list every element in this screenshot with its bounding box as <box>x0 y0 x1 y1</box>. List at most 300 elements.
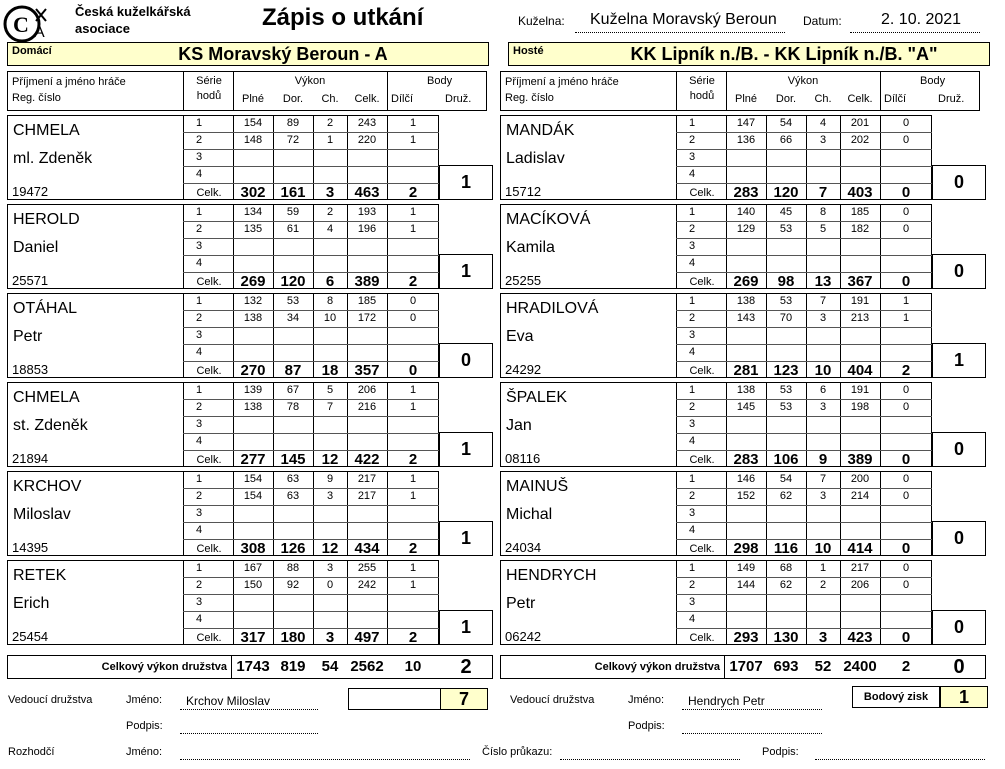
home-total-plne: 270 <box>240 362 266 379</box>
home-total-dil: 2 <box>408 629 418 646</box>
org-name-line2: asociace <box>75 21 130 36</box>
away-row-ch: 2 <box>819 579 827 591</box>
home-serie-number: 3 <box>195 507 203 519</box>
away-col-name2: Reg. číslo <box>505 92 554 104</box>
away-player-firstname: Petr <box>506 595 536 612</box>
away-row-plne: 144 <box>736 579 756 591</box>
home-total-ch: 18 <box>321 362 339 379</box>
home-player-surname: OTÁHAL <box>13 300 78 317</box>
away-row-plne: 146 <box>736 473 756 485</box>
away-row-dil: 0 <box>902 562 910 574</box>
away-team-point-box: 0 <box>932 432 986 467</box>
home-player-reg: 25454 <box>12 629 49 644</box>
home-row-dor: 78 <box>286 401 300 413</box>
home-row-plne: 138 <box>243 401 263 413</box>
home-row-celk: 217 <box>357 490 377 502</box>
home-serie-number: 2 <box>195 490 203 502</box>
away-total-plne: 298 <box>733 540 759 557</box>
away-total-celk: 403 <box>847 184 873 201</box>
home-row-plne: 132 <box>243 295 263 307</box>
home-player-firstname: st. Zdeněk <box>13 417 88 434</box>
home-serie-number: 4 <box>195 346 203 358</box>
away-total-dor: 98 <box>777 273 795 290</box>
home-serie-number: 1 <box>195 117 203 129</box>
home-serie-number: 3 <box>195 151 203 163</box>
home-sign-line <box>180 733 318 734</box>
date-label: Datum: <box>803 14 842 28</box>
home-total-plne: 317 <box>240 629 266 646</box>
away-serie-number: 4 <box>688 346 696 358</box>
home-team-point-box: 0 <box>439 343 493 378</box>
home-row-dor: 53 <box>286 295 300 307</box>
away-points-value: 1 <box>940 686 988 708</box>
home-row-plne: 154 <box>243 490 263 502</box>
home-hdr-sep-serie <box>183 71 184 111</box>
away-totals-sep <box>724 655 725 679</box>
away-hdr-sep-body <box>880 71 881 111</box>
away-row-plne: 152 <box>736 490 756 502</box>
home-row-plne: 135 <box>243 223 263 235</box>
away-hdr-sep-serie <box>676 71 677 111</box>
svg-text:C: C <box>13 12 29 37</box>
away-total-label: Celk. <box>689 365 715 377</box>
home-row-line <box>183 166 439 167</box>
home-col-plne: Plné <box>241 93 265 105</box>
home-row-dil: 1 <box>409 401 417 413</box>
date-underline <box>850 32 980 33</box>
away-sign-label: Podpis: <box>628 720 665 732</box>
home-row-plne: 134 <box>243 206 263 218</box>
home-total-dor: 180 <box>280 629 306 646</box>
home-row-dil: 0 <box>409 312 417 324</box>
home-row-ch: 7 <box>326 401 334 413</box>
home-row-line <box>183 149 439 150</box>
away-row-dor: 45 <box>779 206 793 218</box>
home-serie-number: 4 <box>195 613 203 625</box>
away-total-dil: 0 <box>901 629 911 646</box>
home-serie-number: 2 <box>195 401 203 413</box>
home-total-celk: 497 <box>354 629 380 646</box>
away-row-dil: 0 <box>902 490 910 502</box>
away-team-point-box: 0 <box>932 521 986 556</box>
away-row-line <box>676 132 932 133</box>
home-row-plne: 148 <box>243 134 263 146</box>
away-row-celk: 202 <box>850 134 870 146</box>
home-row-line <box>183 505 439 506</box>
away-row-line <box>676 310 932 311</box>
away-sep-serie <box>676 382 677 467</box>
home-total-ch: 6 <box>325 273 335 290</box>
venue-underline <box>575 32 785 33</box>
away-row-ch: 7 <box>819 473 827 485</box>
away-player-surname: MANDÁK <box>506 122 575 139</box>
away-row-line <box>676 522 932 523</box>
away-serie-number: 2 <box>688 490 696 502</box>
home-row-dor: 72 <box>286 134 300 146</box>
away-row-dil: 0 <box>902 134 910 146</box>
home-col-druz: Druž. <box>445 93 472 105</box>
cka-logo <box>2 3 60 45</box>
away-total-celk: 414 <box>847 540 873 557</box>
home-label: Domácí <box>8 43 78 65</box>
home-sign-label: Podpis: <box>126 720 163 732</box>
away-row-celk: 185 <box>850 206 870 218</box>
home-total-dil: 2 <box>408 273 418 290</box>
referee-sign-line <box>815 759 985 760</box>
home-total-plne: 308 <box>240 540 266 557</box>
away-row-line <box>676 166 932 167</box>
away-team-point-box: 1 <box>932 343 986 378</box>
home-row-plne: 167 <box>243 562 263 574</box>
away-serie-number: 3 <box>688 418 696 430</box>
referee-name-label: Jméno: <box>126 746 163 758</box>
away-serie-number: 3 <box>688 596 696 608</box>
away-serie-number: 4 <box>688 524 696 536</box>
away-leader-label: Vedoucí družstva <box>510 694 595 706</box>
away-player-surname: MAINUŠ <box>506 478 569 495</box>
home-player-surname: CHMELA <box>13 389 80 406</box>
home-serie-number: 2 <box>195 223 203 235</box>
referee-name-line <box>180 759 470 760</box>
home-row-dil: 0 <box>409 295 417 307</box>
home-row-ch: 0 <box>326 579 334 591</box>
home-row-celk: 185 <box>357 295 377 307</box>
home-total-dil: 2 <box>408 184 418 201</box>
home-col-body: Body <box>427 75 453 87</box>
home-row-ch: 10 <box>323 312 337 324</box>
away-col-celk: Celk. <box>847 93 873 105</box>
away-player-firstname: Kamila <box>506 239 555 256</box>
away-team-point-box: 0 <box>932 610 986 645</box>
home-total-dor: 126 <box>280 540 306 557</box>
home-serie-number: 1 <box>195 295 203 307</box>
away-serie-number: 3 <box>688 151 696 163</box>
home-row-line <box>183 310 439 311</box>
away-serie-number: 2 <box>688 223 696 235</box>
home-row-line <box>183 344 439 345</box>
away-total-celk: 423 <box>847 629 873 646</box>
away-row-line <box>676 488 932 489</box>
card-number-line <box>560 759 740 760</box>
away-player-firstname: Michal <box>506 506 553 523</box>
away-player-firstname: Ladislav <box>506 150 565 167</box>
away-row-line <box>676 416 932 417</box>
home-total-ch: 12 <box>321 451 339 468</box>
home-total-dor: 120 <box>280 273 306 290</box>
home-row-celk: 217 <box>357 473 377 485</box>
home-row-line <box>183 594 439 595</box>
away-serie-number: 2 <box>688 312 696 324</box>
home-totals-dor: 819 <box>280 658 306 675</box>
home-total-ch: 3 <box>325 629 335 646</box>
away-col-dor: Dor. <box>775 93 797 105</box>
home-sep-serie <box>183 560 184 645</box>
away-row-celk: 206 <box>850 579 870 591</box>
away-player-reg: 06242 <box>505 629 542 644</box>
away-row-dor: 54 <box>779 473 793 485</box>
away-total-dor: 116 <box>773 540 799 557</box>
home-row-celk: 255 <box>357 562 377 574</box>
away-serie-number: 2 <box>688 579 696 591</box>
away-row-line <box>676 221 932 222</box>
home-total-celk: 389 <box>354 273 380 290</box>
home-player-firstname: ml. Zdeněk <box>13 150 93 167</box>
home-row-dor: 92 <box>286 579 300 591</box>
away-row-plne: 147 <box>736 117 756 129</box>
away-row-plne: 129 <box>736 223 756 235</box>
home-row-line <box>183 577 439 578</box>
away-total-ch: 10 <box>814 362 832 379</box>
home-row-line <box>183 327 439 328</box>
home-totals-druz: 2 <box>460 656 472 678</box>
home-row-dor: 59 <box>286 206 300 218</box>
away-player-surname: HRADILOVÁ <box>506 300 599 317</box>
away-sep-serie <box>676 204 677 289</box>
away-row-line <box>676 505 932 506</box>
home-serie-number: 1 <box>195 473 203 485</box>
home-total-celk: 434 <box>354 540 380 557</box>
home-row-ch: 3 <box>326 562 334 574</box>
away-row-ch: 6 <box>819 384 827 396</box>
home-row-line <box>183 433 439 434</box>
away-row-plne: 149 <box>736 562 756 574</box>
away-row-ch: 7 <box>819 295 827 307</box>
away-totals-ch: 52 <box>814 658 832 675</box>
away-col-name1: Příjmení a jméno hráče <box>505 76 619 88</box>
away-col-serie2: hodů <box>689 90 715 102</box>
away-player-reg: 25255 <box>505 273 542 288</box>
home-total-label: Celk. <box>196 276 222 288</box>
away-col-plne: Plné <box>734 93 758 105</box>
home-serie-number: 2 <box>195 134 203 146</box>
home-row-dor: 61 <box>286 223 300 235</box>
away-row-plne: 143 <box>736 312 756 324</box>
home-col-ch: Ch. <box>321 93 339 105</box>
home-serie-number: 3 <box>195 418 203 430</box>
away-serie-number: 2 <box>688 134 696 146</box>
home-leader-line <box>180 709 318 710</box>
away-total-label: Celk. <box>689 454 715 466</box>
home-col-dilci: Dílčí <box>391 93 413 105</box>
away-row-dor: 66 <box>779 134 793 146</box>
away-serie-number: 1 <box>688 562 696 574</box>
home-total-plne: 277 <box>240 451 266 468</box>
away-serie-number: 3 <box>688 507 696 519</box>
away-total-plne: 283 <box>733 451 759 468</box>
home-totals-dil: 10 <box>404 658 422 675</box>
away-row-dil: 0 <box>902 223 910 235</box>
page-title: Zápis o utkání <box>262 4 424 31</box>
home-col-dor: Dor. <box>282 93 304 105</box>
away-serie-number: 1 <box>688 117 696 129</box>
home-row-plne: 150 <box>243 579 263 591</box>
home-row-dil: 1 <box>409 490 417 502</box>
home-serie-number: 4 <box>195 168 203 180</box>
home-player-reg: 18853 <box>12 362 49 377</box>
away-serie-number: 1 <box>688 473 696 485</box>
away-row-ch: 5 <box>819 223 827 235</box>
home-leader-label: Vedoucí družstva <box>8 694 93 706</box>
home-row-line <box>183 522 439 523</box>
away-row-dil: 0 <box>902 117 910 129</box>
home-player-surname: KRCHOV <box>13 478 82 495</box>
away-label: Hosté <box>509 43 579 65</box>
home-serie-number: 1 <box>195 206 203 218</box>
home-total-dil: 2 <box>408 540 418 557</box>
away-serie-number: 4 <box>688 613 696 625</box>
home-serie-number: 3 <box>195 596 203 608</box>
home-total-dil: 2 <box>408 451 418 468</box>
away-row-ch: 3 <box>819 134 827 146</box>
away-row-line <box>676 594 932 595</box>
card-number-label: Číslo průkazu: <box>482 746 553 758</box>
away-serie-number: 3 <box>688 240 696 252</box>
away-serie-number: 1 <box>688 206 696 218</box>
away-row-dil: 0 <box>902 401 910 413</box>
home-row-dor: 63 <box>286 473 300 485</box>
away-team-name: KK Lipník n./B. - KK Lipník n./B. "A" <box>579 43 989 65</box>
away-sign-line <box>682 733 822 734</box>
home-total-ch: 12 <box>321 540 339 557</box>
home-sep-serie <box>183 382 184 467</box>
away-sep-serie <box>676 471 677 556</box>
away-totals-dil: 2 <box>901 658 911 675</box>
away-totals-celk: 2400 <box>843 658 877 675</box>
away-serie-number: 4 <box>688 168 696 180</box>
away-total-dil: 0 <box>901 451 911 468</box>
home-team-point-box: 1 <box>439 610 493 645</box>
away-row-celk: 182 <box>850 223 870 235</box>
away-row-plne: 140 <box>736 206 756 218</box>
home-row-plne: 154 <box>243 117 263 129</box>
home-totals-celk: 2562 <box>350 658 384 675</box>
away-total-label: Celk. <box>689 632 715 644</box>
home-row-dor: 89 <box>286 117 300 129</box>
away-row-dil: 0 <box>902 473 910 485</box>
home-row-celk: 216 <box>357 401 377 413</box>
home-total-dor: 87 <box>284 362 302 379</box>
home-row-celk: 206 <box>357 384 377 396</box>
away-row-dil: 0 <box>902 206 910 218</box>
home-row-dor: 88 <box>286 562 300 574</box>
away-row-plne: 136 <box>736 134 756 146</box>
home-player-firstname: Miloslav <box>13 506 71 523</box>
away-serie-number: 3 <box>688 329 696 341</box>
away-serie-number: 4 <box>688 435 696 447</box>
away-col-druz: Druž. <box>938 93 965 105</box>
home-total-label: Celk. <box>196 454 222 466</box>
home-player-reg: 25571 <box>12 273 49 288</box>
home-totals-sep <box>231 655 232 679</box>
away-total-dor: 120 <box>773 184 799 201</box>
away-row-plne: 138 <box>736 295 756 307</box>
home-total-celk: 422 <box>354 451 380 468</box>
away-col-serie1: Série <box>689 75 715 87</box>
home-total-label: Celk. <box>196 632 222 644</box>
away-total-label: Celk. <box>689 187 715 199</box>
home-col-serie2: hodů <box>196 90 222 102</box>
away-row-dor: 54 <box>779 117 793 129</box>
away-row-celk: 214 <box>850 490 870 502</box>
home-row-dil: 1 <box>409 206 417 218</box>
away-row-plne: 138 <box>736 384 756 396</box>
home-player-firstname: Petr <box>13 328 43 345</box>
away-row-line <box>676 344 932 345</box>
home-row-line <box>183 399 439 400</box>
away-team-point-box: 0 <box>932 165 986 200</box>
away-total-dil: 0 <box>901 273 911 290</box>
home-col-vykon: Výkon <box>294 75 326 87</box>
referee-sign-label: Podpis: <box>762 746 799 758</box>
home-totals-plne: 1743 <box>236 658 270 675</box>
away-row-line <box>676 433 932 434</box>
away-totals-label: Celkový výkon družstva <box>594 661 720 673</box>
home-total-plne: 302 <box>240 184 266 201</box>
away-row-line <box>676 149 932 150</box>
home-player-surname: CHMELA <box>13 122 80 139</box>
home-player-reg: 19472 <box>12 184 49 199</box>
svg-text:A: A <box>34 24 45 41</box>
away-total-ch: 3 <box>818 629 828 646</box>
away-row-dor: 70 <box>779 312 793 324</box>
home-serie-number: 2 <box>195 579 203 591</box>
home-row-celk: 172 <box>357 312 377 324</box>
away-sep-serie <box>676 115 677 200</box>
away-col-body: Body <box>920 75 946 87</box>
away-row-line <box>676 611 932 612</box>
home-player-firstname: Daniel <box>13 239 59 256</box>
away-total-dor: 123 <box>773 362 799 379</box>
home-row-plne: 139 <box>243 384 263 396</box>
home-serie-number: 3 <box>195 329 203 341</box>
away-row-dor: 62 <box>779 490 793 502</box>
away-total-dil: 2 <box>901 362 911 379</box>
home-row-line <box>183 221 439 222</box>
home-team-point-box: 1 <box>439 521 493 556</box>
home-total-label: Celk. <box>196 543 222 555</box>
home-team-point-box: 1 <box>439 254 493 289</box>
home-col-name1: Příjmení a jméno hráče <box>12 76 126 88</box>
home-row-dor: 67 <box>286 384 300 396</box>
away-player-reg: 15712 <box>505 184 542 199</box>
home-row-line <box>183 488 439 489</box>
home-serie-number: 4 <box>195 435 203 447</box>
home-row-line <box>183 416 439 417</box>
away-col-vykon: Výkon <box>787 75 819 87</box>
away-player-surname: MACÍKOVÁ <box>506 211 591 228</box>
away-totals-plne: 1707 <box>729 658 763 675</box>
away-col-ch: Ch. <box>814 93 832 105</box>
away-player-reg: 24034 <box>505 540 542 555</box>
away-row-dil: 0 <box>902 384 910 396</box>
away-total-celk: 367 <box>847 273 873 290</box>
away-total-dil: 0 <box>901 540 911 557</box>
home-row-celk: 242 <box>357 579 377 591</box>
away-total-plne: 283 <box>733 184 759 201</box>
away-row-celk: 191 <box>850 384 870 396</box>
away-team-bar <box>508 42 990 66</box>
home-serie-number: 1 <box>195 562 203 574</box>
home-row-dil: 1 <box>409 223 417 235</box>
home-totals-ch: 54 <box>321 658 339 675</box>
away-total-plne: 293 <box>733 629 759 646</box>
home-row-line <box>183 132 439 133</box>
away-row-celk: 198 <box>850 401 870 413</box>
home-row-dil: 1 <box>409 579 417 591</box>
away-total-dil: 0 <box>901 184 911 201</box>
home-row-ch: 8 <box>326 295 334 307</box>
away-row-dor: 53 <box>779 384 793 396</box>
